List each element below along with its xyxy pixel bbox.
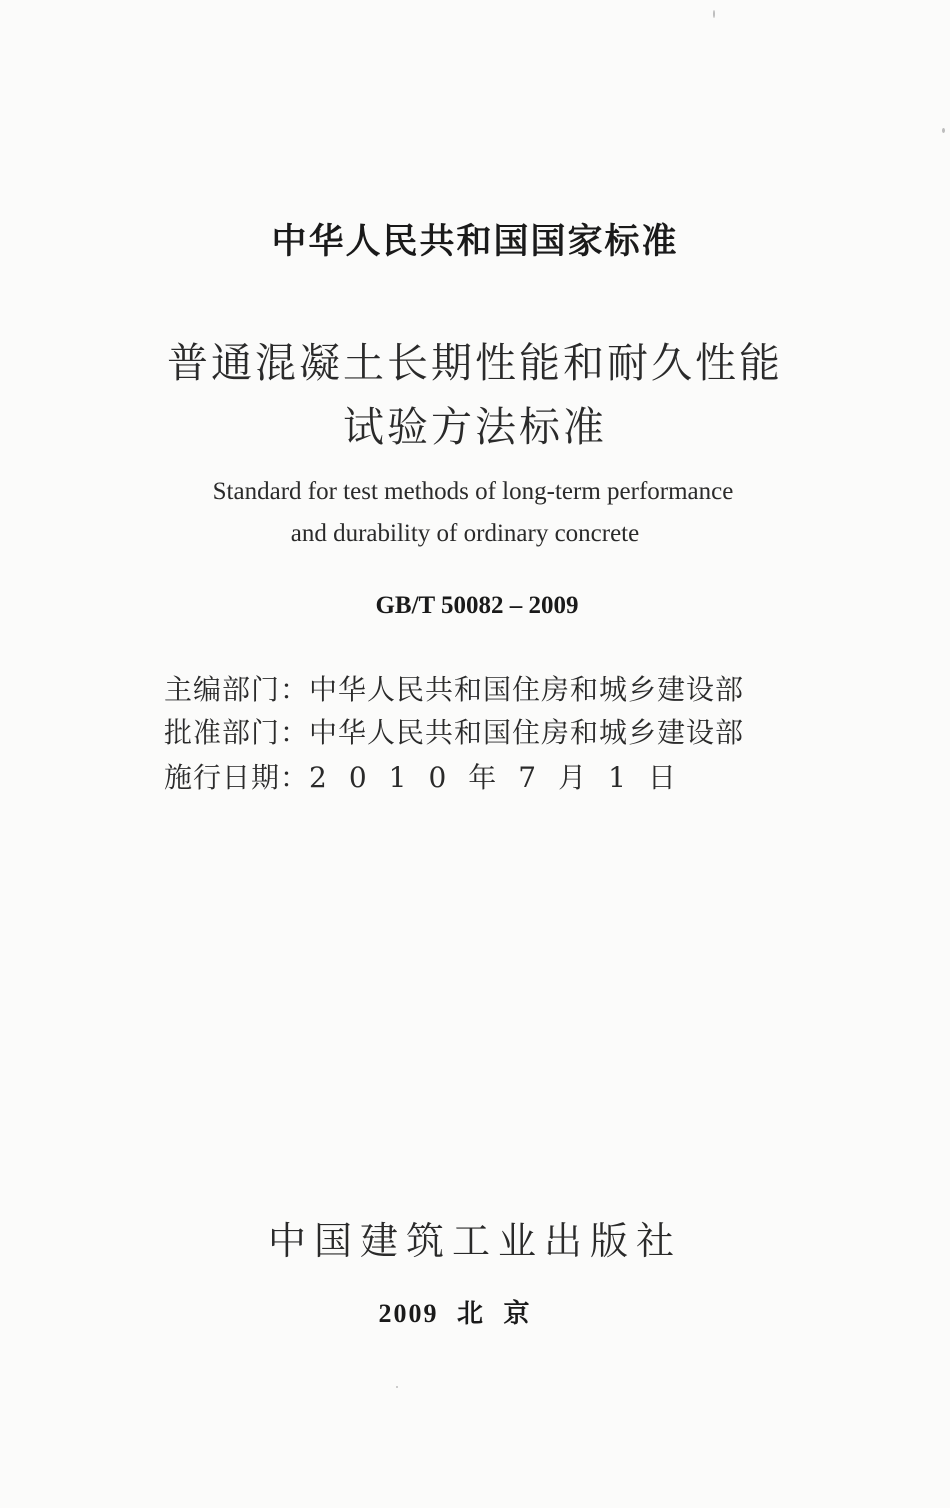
imprint: 2009 北 京 xyxy=(378,1299,532,1328)
chief-editor-label: 主编部门： xyxy=(164,673,310,706)
chinese-title-line-1: 普通混凝土长期性能和耐久性能 xyxy=(167,339,783,387)
approval-value: 中华人民共和国住房和城乡建设部 xyxy=(309,716,745,749)
english-title-line-2: and durability of ordinary concrete xyxy=(290,520,640,547)
chief-editor-value: 中华人民共和国住房和城乡建设部 xyxy=(309,673,745,706)
series-title: 中华人民共和国国家标准 xyxy=(271,222,679,262)
publisher: 中国建筑工业出版社 xyxy=(267,1219,682,1263)
approval-row xyxy=(164,711,744,751)
effective-date-row xyxy=(164,756,698,796)
approval-label: 批准部门： xyxy=(164,716,310,749)
effective-date-value: 2010年7月1日 xyxy=(309,761,698,794)
scan-speck xyxy=(713,10,715,18)
standard-code: GB/T 50082 – 2009 xyxy=(375,592,579,619)
chinese-title-line-2: 试验方法标准 xyxy=(343,403,607,451)
chief-editor-row xyxy=(164,668,744,708)
scan-speck xyxy=(942,128,945,133)
effective-date-label: 施行日期： xyxy=(164,761,310,794)
scan-speck xyxy=(396,1386,398,1388)
english-title-line-1: Standard for test methods of long-term performance xyxy=(212,478,734,505)
